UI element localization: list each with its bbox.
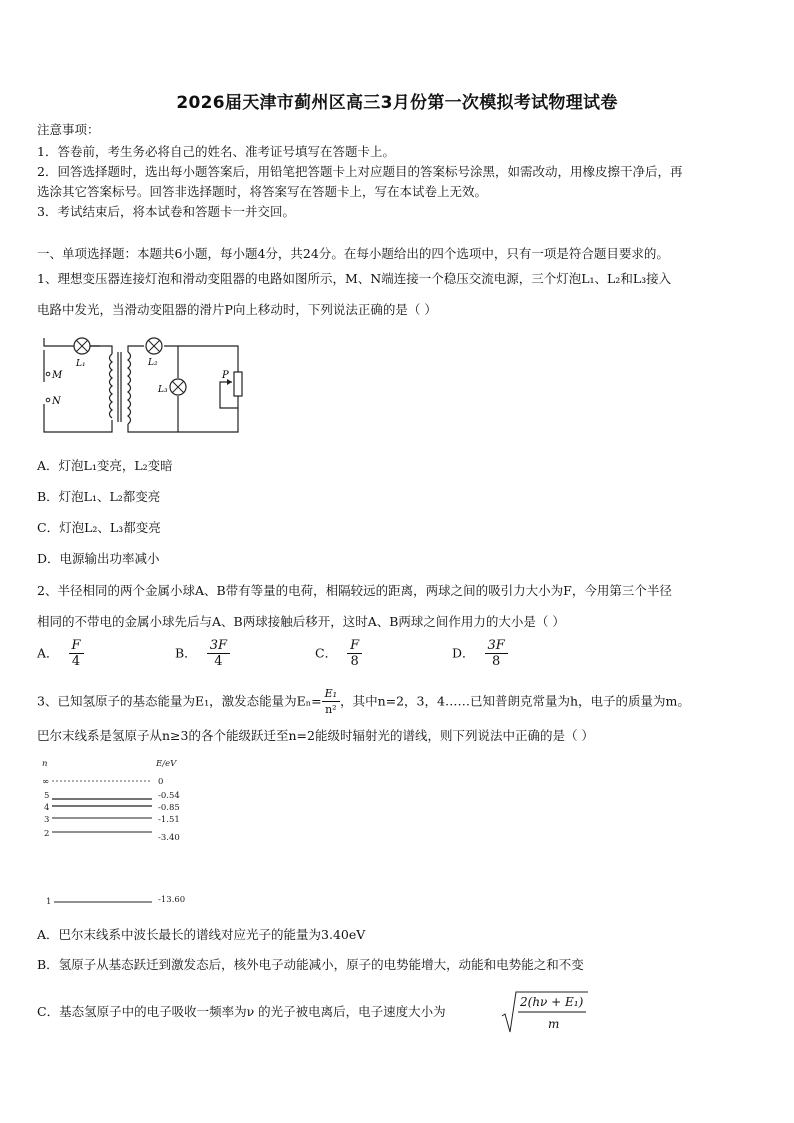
energy-level-diagram [36,756,206,908]
q2-option-b-fraction [207,638,230,670]
q3-option-a: A．巴尔末线系中波长最长的谱线对应光子的能量为3.40eV [37,927,366,942]
fraction-numerator: F [347,638,362,654]
level-e-5: -0.54 [158,791,180,801]
fraction-numerator: 3F [207,638,230,654]
q2-option-a-fraction [69,638,84,670]
level-n-inf: ∞ [42,777,50,787]
lamp-l3-label: L₃ [158,385,168,395]
fraction-numerator: 3F [485,638,508,654]
level-e-4: -0.85 [158,803,180,813]
notice-item-1: 1．答卷前，考生务必将自己的姓名、准考证号填写在答题卡上。 [37,144,395,159]
q3-stem-part2: ，其中n=2，3，4……已知普朗克常量为h，电子的质量为m。 [340,693,690,709]
level-n-4: 4 [44,803,50,813]
q3-option-b: B．氢原子从基态跃迁到激发态后，核外电子动能减小，原子的电势能增大，动能和电势能之和不变 [37,957,584,972]
level-e-3: -1.51 [158,815,180,825]
q1-stem-line2: 电路中发光，当滑动变阻器的滑片P向上移动时，下列说法正确的是（ ） [37,302,437,317]
q2-option-c-label: C． [315,645,338,661]
level-e-inf: 0 [158,777,164,787]
fraction-denominator: 4 [71,654,81,669]
q3-stem-part1: 3、已知氢原子的基态能量为E₁，激发态能量为Eₙ= [37,693,322,709]
q2-option-b [175,638,230,670]
notice-item-3: 3．考试结束后，将本试卷和答题卡一并交回。 [37,204,295,219]
level-n-3: 3 [44,815,50,825]
q1-option-a: A．灯泡L₁变亮，L₂变暗 [37,458,173,473]
q2-stem-line2: 相同的不带电的金属小球先后与A、B两球接触后移开，这时A、B两球之间作用力的大小是（ ） [37,614,565,629]
fraction-denominator: 8 [492,654,501,669]
terminal-n-label: N [52,396,61,407]
q3-stem-line2: 巴尔末线系是氢原子从n≥3的各个能级跃迁至n=2能级时辐射光的谱线，则下列说法中正确的是（ ） [37,728,594,743]
formula-numerator: E₁ [322,686,340,702]
notice-item-2-cont: 选涂其它答案标号。回答非选择题时，将答案写在答题卡上，写在本试卷上无效。 [37,184,488,199]
sqrt-denominator: m [548,1017,560,1031]
q1-circuit-diagram [34,332,254,444]
lamp-l2-label: L₂ [148,358,158,368]
q2-option-a-label: A． [37,645,59,661]
q1-option-d: D．电源输出功率减小 [37,551,160,566]
slider-p-label: P [222,370,229,381]
level-e-1: -13.60 [158,895,186,905]
q2-option-a [37,638,84,670]
level-n-5: 5 [44,791,50,801]
level-n-1: 1 [46,897,52,907]
fraction-denominator: 8 [350,654,359,669]
lamp-l1-label: L₁ [76,359,86,369]
q2-option-c [315,638,362,670]
sqrt-numerator: 2(hν + E₁) [520,995,584,1009]
energy-axis-label: E/eV [156,759,177,769]
notice-heading: 注意事项： [37,122,100,137]
q1-option-b: B．灯泡L₁、L₂都变亮 [37,489,161,504]
q2-option-d-fraction [485,638,508,670]
level-n-2: 2 [44,829,50,839]
energy-formula [322,686,340,718]
q1-option-c: C．灯泡L₂、L₃都变亮 [37,520,161,535]
n-axis-label: n [42,759,48,769]
q2-option-d-label: D． [452,645,475,661]
section-heading: 一、单项选择题：本题共6小题，每小题4分，共24分。在每小题给出的四个选项中，只有一项是符合题目要求的。 [37,246,669,261]
notice-item-2: 2．回答选择题时，选出每小题答案后，用铅笔把答题卡上对应题目的答案标号涂黑，如需改动，用橡皮擦干净后，再 [37,164,683,179]
q2-stem-line1: 2、半径相同的两个金属小球A、B带有等量的电荷，相隔较远的距离，两球之间的吸引力大小为F，今用第三个半径 [37,583,672,598]
q2-option-b-label: B． [175,645,197,661]
q2-option-c-fraction [347,638,362,670]
q2-option-d [452,638,508,670]
q3-stem-line1 [37,686,690,718]
page-title: 2026届天津市蓟州区高三3月份第一次模拟考试物理试卷 [176,93,618,113]
q3-option-c: C．基态氢原子中的电子吸收一频率为ν 的光子被电离后，电子速度大小为 [37,1004,446,1019]
fraction-numerator: F [69,638,84,654]
level-e-2: -3.40 [158,833,180,843]
q3-option-c-formula [500,988,590,1036]
formula-denominator: n² [325,703,337,716]
q1-stem-line1: 1、理想变压器连接灯泡和滑动变阻器的电路如图所示，M、N端连接一个稳压交流电源，三个灯泡L₁、L₂和L₃接入 [37,271,672,286]
fraction-denominator: 4 [214,654,223,669]
terminal-m-label: M [52,370,63,381]
